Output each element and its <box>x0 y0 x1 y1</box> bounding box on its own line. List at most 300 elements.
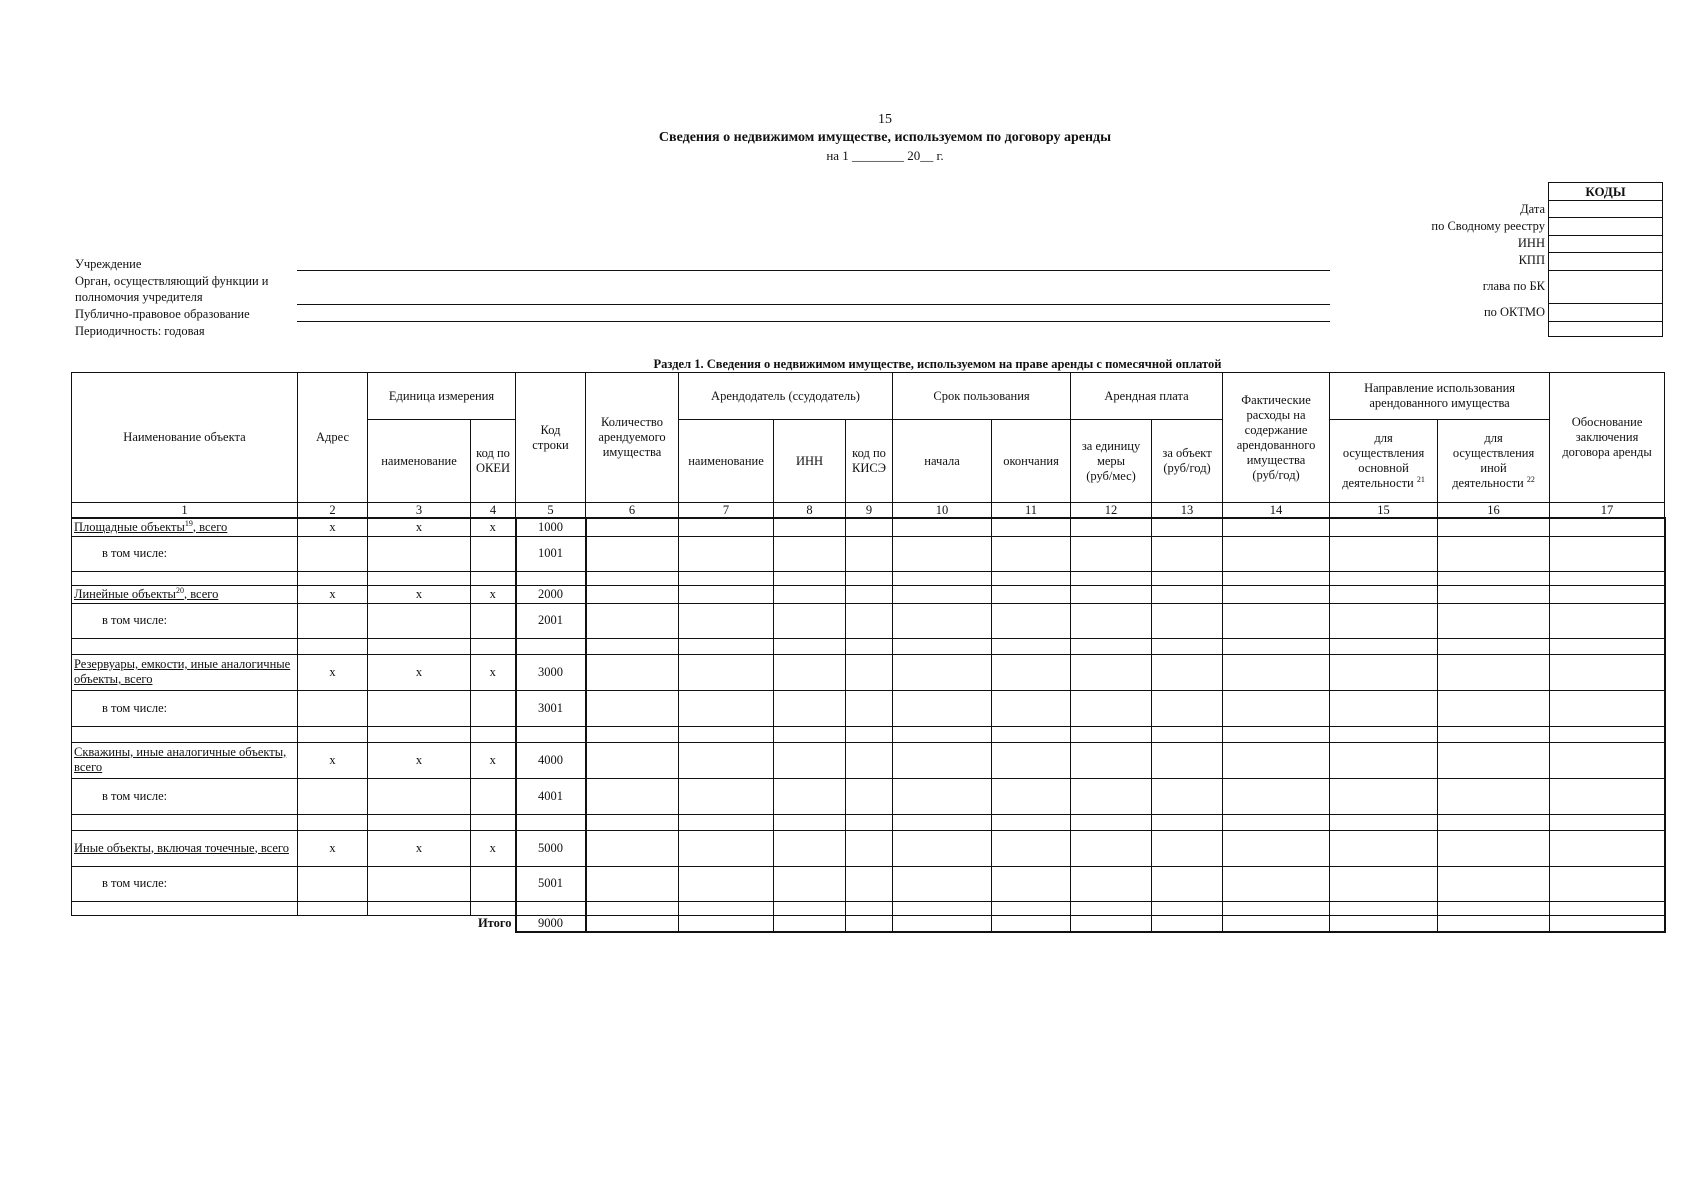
data-cell[interactable] <box>1438 571 1550 585</box>
data-cell[interactable] <box>298 726 368 742</box>
data-cell[interactable] <box>992 726 1071 742</box>
data-cell[interactable] <box>1223 654 1330 690</box>
data-cell[interactable] <box>1330 778 1438 814</box>
data-cell[interactable] <box>1071 638 1152 654</box>
header-rent: Арендная плата <box>1071 373 1223 420</box>
data-cell[interactable] <box>1223 536 1330 571</box>
data-cell[interactable] <box>992 603 1071 638</box>
data-cell[interactable] <box>1223 866 1330 901</box>
data-cell[interactable] <box>1550 742 1665 778</box>
header-kise: код по КИСЭ <box>846 420 893 503</box>
data-cell[interactable] <box>471 571 516 585</box>
data-cell[interactable] <box>679 571 774 585</box>
data-cell[interactable] <box>368 690 471 726</box>
data-cell[interactable] <box>893 536 992 571</box>
x-mark: x <box>471 654 516 690</box>
data-cell[interactable] <box>846 518 893 536</box>
data-cell[interactable] <box>1438 690 1550 726</box>
x-mark: x <box>471 830 516 866</box>
data-cell[interactable] <box>774 742 846 778</box>
data-cell[interactable] <box>1071 726 1152 742</box>
data-cell[interactable] <box>992 901 1071 915</box>
data-cell[interactable] <box>1438 778 1550 814</box>
data-cell[interactable] <box>992 814 1071 830</box>
total-cell[interactable] <box>1152 915 1223 932</box>
data-cell[interactable] <box>1330 638 1438 654</box>
data-cell[interactable] <box>72 726 298 742</box>
data-cell[interactable] <box>679 638 774 654</box>
data-cell[interactable] <box>1550 830 1665 866</box>
data-cell[interactable] <box>586 638 679 654</box>
data-cell[interactable] <box>1330 690 1438 726</box>
data-cell[interactable] <box>1550 571 1665 585</box>
data-cell[interactable] <box>1438 603 1550 638</box>
codes-label-registry: по Сводному реестру <box>1431 219 1545 233</box>
data-cell[interactable] <box>471 603 516 638</box>
column-number: 2 <box>298 503 368 519</box>
data-cell[interactable] <box>1223 830 1330 866</box>
data-cell[interactable] <box>893 742 992 778</box>
data-cell[interactable] <box>679 830 774 866</box>
data-cell[interactable] <box>774 690 846 726</box>
data-cell[interactable] <box>679 585 774 603</box>
data-cell[interactable] <box>893 726 992 742</box>
data-cell[interactable] <box>298 814 368 830</box>
codes-label-kpp: КПП <box>1518 253 1545 267</box>
total-cell[interactable] <box>1223 915 1330 932</box>
total-cell[interactable] <box>1438 915 1550 932</box>
data-cell[interactable] <box>586 726 679 742</box>
data-cell[interactable] <box>1438 585 1550 603</box>
data-cell[interactable] <box>586 830 679 866</box>
data-cell[interactable] <box>1152 742 1223 778</box>
data-cell[interactable] <box>1330 814 1438 830</box>
total-cell[interactable] <box>774 915 846 932</box>
data-cell[interactable] <box>1071 585 1152 603</box>
data-cell[interactable] <box>1152 518 1223 536</box>
data-cell[interactable] <box>1071 571 1152 585</box>
data-cell[interactable] <box>298 778 368 814</box>
data-cell[interactable] <box>1438 901 1550 915</box>
data-cell[interactable] <box>679 814 774 830</box>
data-cell[interactable] <box>1438 536 1550 571</box>
data-cell[interactable] <box>586 901 679 915</box>
data-cell[interactable] <box>1550 603 1665 638</box>
data-cell[interactable] <box>1223 638 1330 654</box>
data-cell[interactable] <box>846 830 893 866</box>
column-number: 14 <box>1223 503 1330 519</box>
data-cell[interactable] <box>893 603 992 638</box>
data-cell[interactable] <box>1071 690 1152 726</box>
data-cell[interactable] <box>586 603 679 638</box>
table-row-empty <box>72 901 1665 915</box>
table-row-subtotal <box>72 866 1665 901</box>
table-row-group-total <box>72 518 1665 536</box>
data-cell[interactable] <box>992 571 1071 585</box>
row-name-text: Резервуары, емкости, иные аналогичные объекты, всего <box>74 657 291 686</box>
data-cell[interactable] <box>516 814 586 830</box>
data-cell[interactable] <box>1330 603 1438 638</box>
total-cell[interactable] <box>586 915 679 932</box>
data-cell[interactable] <box>774 585 846 603</box>
x-mark: x <box>368 830 471 866</box>
data-cell[interactable] <box>471 690 516 726</box>
x-mark: x <box>298 742 368 778</box>
data-cell[interactable] <box>1550 814 1665 830</box>
data-cell[interactable] <box>893 690 992 726</box>
data-cell[interactable] <box>1550 778 1665 814</box>
data-cell[interactable] <box>1550 536 1665 571</box>
data-cell[interactable] <box>774 866 846 901</box>
data-cell[interactable] <box>368 866 471 901</box>
row-code: 2001 <box>516 603 586 638</box>
header-basis: Обоснование заключения договора аренды <box>1550 373 1665 503</box>
data-cell[interactable] <box>893 585 992 603</box>
code-cell-bk[interactable] <box>1549 271 1663 304</box>
data-cell[interactable] <box>516 901 586 915</box>
data-cell[interactable] <box>1152 571 1223 585</box>
data-cell[interactable] <box>1152 814 1223 830</box>
data-cell[interactable] <box>72 901 298 915</box>
total-cell[interactable] <box>1071 915 1152 932</box>
header-lessor: Арендодатель (ссудодатель) <box>679 373 893 420</box>
data-cell[interactable] <box>1330 585 1438 603</box>
data-cell[interactable] <box>1152 585 1223 603</box>
data-cell[interactable] <box>846 585 893 603</box>
row-code: 4000 <box>516 742 586 778</box>
data-cell[interactable] <box>1438 726 1550 742</box>
data-cell[interactable] <box>1223 901 1330 915</box>
data-cell[interactable] <box>586 690 679 726</box>
data-cell[interactable] <box>992 866 1071 901</box>
data-cell[interactable] <box>1071 778 1152 814</box>
data-cell[interactable] <box>1071 603 1152 638</box>
data-cell[interactable] <box>1152 778 1223 814</box>
data-cell[interactable] <box>893 638 992 654</box>
code-cell-oktmo[interactable] <box>1549 304 1663 322</box>
data-cell[interactable] <box>774 536 846 571</box>
column-number: 10 <box>893 503 992 519</box>
data-cell[interactable] <box>774 571 846 585</box>
data-cell[interactable] <box>516 571 586 585</box>
data-cell[interactable] <box>1550 901 1665 915</box>
data-cell[interactable] <box>298 603 368 638</box>
table-row-group-total <box>72 585 1665 603</box>
row-sublabel: в том числе: <box>72 536 298 571</box>
x-mark: x <box>298 654 368 690</box>
data-cell[interactable] <box>368 778 471 814</box>
data-cell[interactable] <box>298 690 368 726</box>
data-cell[interactable] <box>893 654 992 690</box>
codes-label-oktmo: по ОКТМО <box>1483 305 1545 319</box>
data-cell[interactable] <box>992 536 1071 571</box>
data-cell[interactable] <box>471 536 516 571</box>
codes-label-date: Дата <box>1520 202 1545 216</box>
data-cell[interactable] <box>1223 585 1330 603</box>
data-cell[interactable] <box>992 585 1071 603</box>
x-mark: x <box>368 585 471 603</box>
row-sublabel: в том числе: <box>72 778 298 814</box>
x-mark: x <box>471 518 516 536</box>
data-cell[interactable] <box>72 814 298 830</box>
data-cell[interactable] <box>368 571 471 585</box>
data-cell[interactable] <box>992 778 1071 814</box>
data-cell[interactable] <box>1223 778 1330 814</box>
data-cell[interactable] <box>1223 726 1330 742</box>
total-cell[interactable] <box>1550 915 1665 932</box>
data-cell[interactable] <box>471 901 516 915</box>
total-cell[interactable] <box>1330 915 1438 932</box>
code-cell-registry[interactable] <box>1549 218 1663 236</box>
total-code: 9000 <box>516 915 586 932</box>
column-number: 7 <box>679 503 774 519</box>
data-cell[interactable] <box>774 830 846 866</box>
row-name-text: Скважины, иные аналогичные объекты, всего <box>74 745 287 774</box>
public-entity-line[interactable] <box>297 321 1330 322</box>
data-cell[interactable] <box>1071 742 1152 778</box>
table-row-group-total <box>72 742 1665 778</box>
data-cell[interactable] <box>679 901 774 915</box>
data-cell[interactable] <box>893 571 992 585</box>
total-cell[interactable] <box>846 915 893 932</box>
data-cell[interactable] <box>1330 742 1438 778</box>
data-cell[interactable] <box>1071 830 1152 866</box>
data-cell[interactable] <box>471 778 516 814</box>
row-name <box>72 654 298 690</box>
data-cell[interactable] <box>516 726 586 742</box>
column-number: 9 <box>846 503 893 519</box>
data-cell[interactable] <box>1071 654 1152 690</box>
data-cell[interactable] <box>586 536 679 571</box>
data-cell[interactable] <box>586 778 679 814</box>
founder-line[interactable] <box>297 304 1330 305</box>
header-term: Срок пользования <box>893 373 1071 420</box>
header-term-start: начала <box>893 420 992 503</box>
total-cell[interactable] <box>992 915 1071 932</box>
data-cell[interactable] <box>1152 866 1223 901</box>
data-cell[interactable] <box>846 814 893 830</box>
data-cell[interactable] <box>846 866 893 901</box>
data-cell[interactable] <box>471 866 516 901</box>
data-cell[interactable] <box>298 536 368 571</box>
data-cell[interactable] <box>368 726 471 742</box>
institution-line[interactable] <box>297 270 1330 271</box>
data-cell[interactable] <box>1438 654 1550 690</box>
data-cell[interactable] <box>1550 638 1665 654</box>
header-term-end: окончания <box>992 420 1071 503</box>
data-cell[interactable] <box>846 571 893 585</box>
data-cell[interactable] <box>679 742 774 778</box>
data-cell[interactable] <box>846 536 893 571</box>
row-code: 5000 <box>516 830 586 866</box>
data-cell[interactable] <box>893 866 992 901</box>
code-cell-date[interactable] <box>1549 201 1663 218</box>
data-cell[interactable] <box>586 585 679 603</box>
data-cell[interactable] <box>1330 901 1438 915</box>
row-name <box>72 518 298 536</box>
data-cell[interactable] <box>1223 603 1330 638</box>
data-cell[interactable] <box>679 690 774 726</box>
data-cell[interactable] <box>1550 654 1665 690</box>
data-cell[interactable] <box>1550 518 1665 536</box>
row-name <box>72 830 298 866</box>
data-cell[interactable] <box>1223 814 1330 830</box>
founder-label-line1: Орган, осуществляющий функции и <box>75 274 269 288</box>
data-cell[interactable] <box>1550 726 1665 742</box>
data-cell[interactable] <box>679 603 774 638</box>
data-cell[interactable] <box>1330 866 1438 901</box>
data-cell[interactable] <box>1550 585 1665 603</box>
data-cell[interactable] <box>679 654 774 690</box>
data-cell[interactable] <box>368 638 471 654</box>
data-cell[interactable] <box>298 901 368 915</box>
data-cell[interactable] <box>1438 866 1550 901</box>
data-cell[interactable] <box>368 901 471 915</box>
data-cell[interactable] <box>774 814 846 830</box>
data-cell[interactable] <box>1152 726 1223 742</box>
data-cell[interactable] <box>1223 518 1330 536</box>
data-cell[interactable] <box>1438 638 1550 654</box>
data-cell[interactable] <box>992 654 1071 690</box>
data-cell[interactable] <box>774 901 846 915</box>
data-cell[interactable] <box>1071 814 1152 830</box>
row-sublabel: в том числе: <box>72 603 298 638</box>
data-cell[interactable] <box>368 603 471 638</box>
data-cell[interactable] <box>1071 901 1152 915</box>
table-row-empty <box>72 814 1665 830</box>
data-cell[interactable] <box>1152 690 1223 726</box>
data-cell[interactable] <box>846 901 893 915</box>
data-cell[interactable] <box>1330 830 1438 866</box>
data-cell[interactable] <box>992 518 1071 536</box>
column-number: 1 <box>72 503 298 519</box>
header-address: Адрес <box>298 373 368 503</box>
data-cell[interactable] <box>1152 654 1223 690</box>
data-cell[interactable] <box>1152 830 1223 866</box>
data-cell[interactable] <box>893 814 992 830</box>
periodicity-label: Периодичность: годовая <box>75 324 205 338</box>
header-rent-object: за объект (руб/год) <box>1152 420 1223 503</box>
data-cell[interactable] <box>679 536 774 571</box>
column-number: 17 <box>1550 503 1665 519</box>
data-cell[interactable] <box>1330 726 1438 742</box>
column-number: 15 <box>1330 503 1438 519</box>
data-cell[interactable] <box>846 638 893 654</box>
data-cell[interactable] <box>846 690 893 726</box>
data-cell[interactable] <box>846 726 893 742</box>
table-row-empty <box>72 571 1665 585</box>
data-cell[interactable] <box>846 603 893 638</box>
data-cell[interactable] <box>679 518 774 536</box>
data-cell[interactable] <box>471 638 516 654</box>
data-cell[interactable] <box>846 778 893 814</box>
data-cell[interactable] <box>1550 866 1665 901</box>
code-cell-inn[interactable] <box>1549 236 1663 253</box>
table-row-empty <box>72 726 1665 742</box>
data-cell[interactable] <box>586 518 679 536</box>
header-expenses: Фактические расходы на содержание арендованного имущества (руб/год) <box>1223 373 1330 503</box>
data-cell[interactable] <box>893 518 992 536</box>
institution-label: Учреждение <box>75 257 142 271</box>
total-cell[interactable] <box>679 915 774 932</box>
data-cell[interactable] <box>1550 690 1665 726</box>
data-cell[interactable] <box>1223 742 1330 778</box>
data-cell[interactable] <box>679 866 774 901</box>
data-cell[interactable] <box>893 830 992 866</box>
data-cell[interactable] <box>1438 742 1550 778</box>
data-cell[interactable] <box>586 571 679 585</box>
data-cell[interactable] <box>846 654 893 690</box>
data-cell[interactable] <box>1152 901 1223 915</box>
header-object-name: Наименование объекта <box>72 373 298 503</box>
data-cell[interactable] <box>298 866 368 901</box>
data-cell[interactable] <box>679 726 774 742</box>
data-cell[interactable] <box>774 726 846 742</box>
data-cell[interactable] <box>586 814 679 830</box>
data-cell[interactable] <box>992 742 1071 778</box>
row-sublabel: в том числе: <box>72 690 298 726</box>
data-cell[interactable] <box>298 638 368 654</box>
table-row-group-total <box>72 654 1665 690</box>
data-cell[interactable] <box>1438 814 1550 830</box>
x-mark: x <box>298 518 368 536</box>
code-cell-extra[interactable] <box>1549 322 1663 337</box>
data-cell[interactable] <box>586 866 679 901</box>
data-cell[interactable] <box>893 778 992 814</box>
data-cell[interactable] <box>1071 866 1152 901</box>
row-name <box>72 742 298 778</box>
x-mark: x <box>471 742 516 778</box>
data-cell[interactable] <box>1438 518 1550 536</box>
data-cell[interactable] <box>1071 518 1152 536</box>
data-cell[interactable] <box>586 742 679 778</box>
data-cell[interactable] <box>992 638 1071 654</box>
data-cell[interactable] <box>992 830 1071 866</box>
data-cell[interactable] <box>1330 536 1438 571</box>
data-cell[interactable] <box>774 654 846 690</box>
data-cell[interactable] <box>774 518 846 536</box>
data-cell[interactable] <box>471 726 516 742</box>
data-cell[interactable] <box>1223 571 1330 585</box>
data-cell[interactable] <box>586 654 679 690</box>
data-cell[interactable] <box>1071 536 1152 571</box>
data-cell[interactable] <box>516 638 586 654</box>
data-cell[interactable] <box>1330 518 1438 536</box>
data-cell[interactable] <box>368 536 471 571</box>
data-cell[interactable] <box>368 814 471 830</box>
data-cell[interactable] <box>1152 638 1223 654</box>
data-cell[interactable] <box>992 690 1071 726</box>
data-cell[interactable] <box>846 742 893 778</box>
code-cell-kpp[interactable] <box>1549 253 1663 271</box>
total-cell[interactable] <box>893 915 992 932</box>
data-cell[interactable] <box>774 638 846 654</box>
data-cell[interactable] <box>1330 571 1438 585</box>
data-cell[interactable] <box>1223 690 1330 726</box>
data-cell[interactable] <box>471 814 516 830</box>
data-cell[interactable] <box>72 571 298 585</box>
data-cell[interactable] <box>1438 830 1550 866</box>
data-cell[interactable] <box>1330 654 1438 690</box>
data-cell[interactable] <box>1152 536 1223 571</box>
data-cell[interactable] <box>774 603 846 638</box>
data-cell[interactable] <box>893 901 992 915</box>
data-cell[interactable] <box>72 638 298 654</box>
data-cell[interactable] <box>774 778 846 814</box>
data-cell[interactable] <box>298 571 368 585</box>
data-cell[interactable] <box>1152 603 1223 638</box>
data-cell[interactable] <box>679 778 774 814</box>
